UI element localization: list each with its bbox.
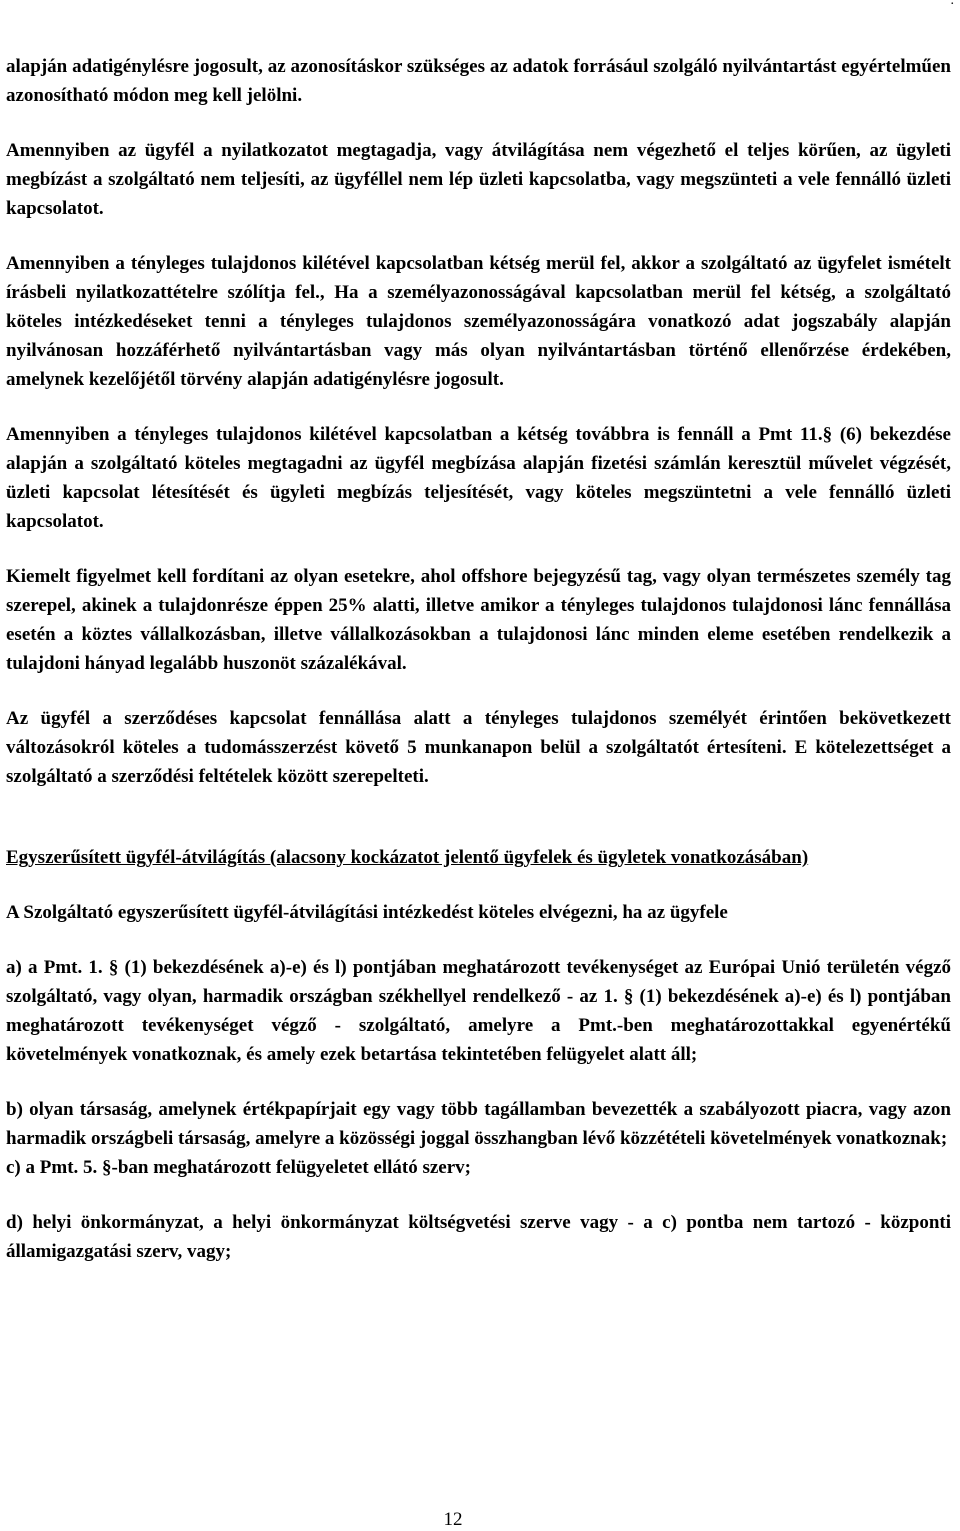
paragraph-refusal: Amennyiben az ügyfél a nyilatkozatot megtagadja, vagy átvilágítása nem végezhető el teljes körűen, az ügyleti megbízást a szolgáltató nem teljesíti, az ügyféllel nem lép üzleti kapcsolatba, vagy megszünteti a vele fennálló üzleti kapcsolatot. [6,140,951,219]
list-item-a: a) a Pmt. 1. § (1) bekezdésének a)-e) és l) pontjában meghatározott tevékenységet az Európai Unió területén végző szolgáltató, vagy olyan, harmadik országban székhellyel rendelkező - az 1. § (1) bekezdésének a)-e) és l) pontjában meghatározott tevékenységet végző - szolgáltató, amelyre a Pmt.-ben meghatározottakkal egyenértékű követelmények vonatkoznak, és amely ezek betartása tekintetében felügyelet alatt áll; [6,957,951,1065]
paragraph-data-source: alapján adatigénylésre jogosult, az azonosításkor szükséges az adatok forrásául szolgáló nyilvántartást egyértelműen azonosítható módon meg kell jelölni. [6,56,951,106]
paragraph-offshore-attention: Kiemelt figyelmet kell fordítani az olyan esetekre, ahol offshore bejegyzésű tag, vagy olyan természetes személy tag szerepel, akinek a tulajdonrésze éppen 25% alatti, illetve amikor a tényleges tulajdonos tulajdonosi lánc fennállása esetén a köztes vállalkozásban, illetve vállalkozásokban a tulajdonosi lánc minden eleme esetében rendelkezik a tulajdoni hányad legalább huszonöt százalékával. [6,566,951,674]
page-number: 12 [443,1509,463,1530]
list-item-d: d) helyi önkormányzat, a helyi önkormányzat költségvetési szerve vagy - a c) pontba nem tartozó - központi államigazgatási szerv, vagy; [6,1212,951,1262]
list-item-c: c) a Pmt. 5. §-ban meghatározott felügyeletet ellátó szerv; [6,1157,471,1178]
list-item-b: b) olyan társaság, amelynek értékpapírjait egy vagy több tagállamban bevezették a szabályozott piacra, vagy azon harmadik országbeli társaság, amelyre a közösségi joggal összhangban lévő közzétételi követelmények vonatkoznak; [6,1099,951,1149]
paragraph-persisting-doubt: Amennyiben a tényleges tulajdonos kilétével kapcsolatban a kétség továbbra is fennáll a Pmt 11.§ (6) bekezdése alapján a szolgáltató köteles megtagadni az ügyfél megbízása alapján fizetési számlán keresztül művelet végzését, üzleti kapcsolat létesítését és ügyleti megbízás teljesítését, vagy köteles megszüntetni a vele fennálló üzleti kapcsolatot. [6,424,951,532]
document-body [6,52,951,1266]
paragraph-change-notification: Az ügyfél a szerződéses kapcsolat fennállása alatt a tényleges tulajdonos személyét érintően bekövetkezett változásokról köteles a tudomásszerzést követő 5 munkanapon belül a szolgáltatót értesíteni. E kötelezettséget a szolgáltató a szerződési feltételek között szerepelteti. [6,708,951,787]
paragraph-intro: A Szolgáltató egyszerűsített ügyfél-átvilágítási intézkedést köteles elvégezni, ha az ügyfele [6,902,728,923]
section-heading: Egyszerűsített ügyfél-átvilágítás (alacsony kockázatot jelentő ügyfelek és ügyletek vonatkozásában) [6,847,809,868]
paragraph-beneficial-owner-doubt: Amennyiben a tényleges tulajdonos kilétével kapcsolatban kétség merül fel, akkor a szolgáltató az ügyfelet ismételt írásbeli nyilatkozattételre szólítja fel., Ha a személyazonosságával kapcsolatban merül fel kétség, a szolgáltató köteles intézkedéseket tenni a tényleges tulajdonos személyazonosságára vonatkozó adat jogszabály alapján nyilvánosan hozzáférhető nyilvántartásban vagy más olyan nyilvántartásban történő ellenőrzése érdekében, amelynek kezelőjétől törvény alapján adatigénylésre jogosult. [6,253,951,390]
corner-mark: . [950,0,954,8]
